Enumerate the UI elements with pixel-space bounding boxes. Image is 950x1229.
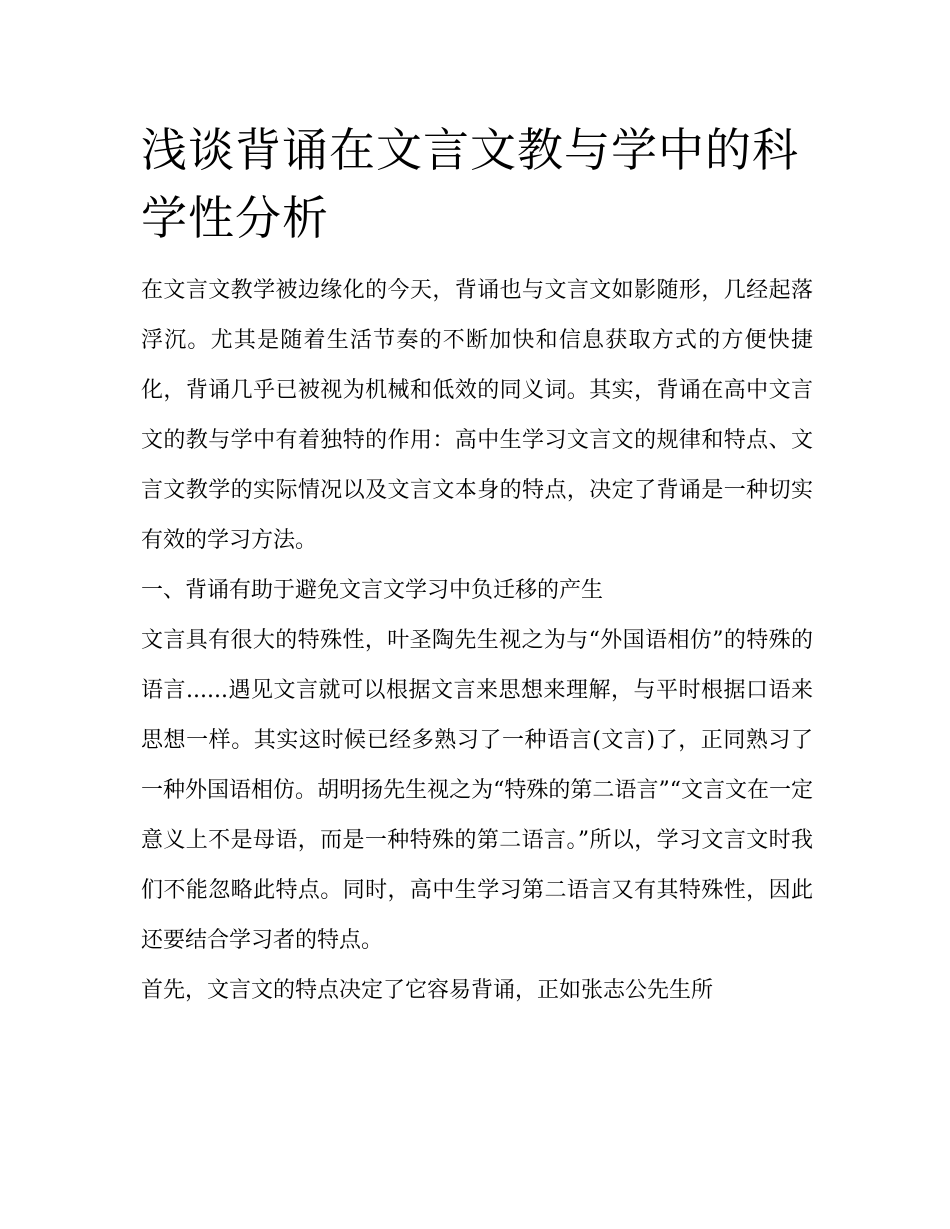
- document-title: 浅谈背诵在文言文教与学中的科学性分析: [141, 123, 799, 245]
- body-paragraph: 文言具有很大的特殊性，叶圣陶先生视之为与“外国语相仿”的特殊的语言......遇见文言就可以根据文言来思想来理解，与平时根据口语来思想一样。其实这时候已经多熟习了一种语言(文言)了，正同熟习了一种外国语相仿。胡明扬先生视之为“特殊的第二语言”“文言文在一定意义上不是母语，而是一种特殊的第二语言。”所以，学习文言文时我们不能忽略此特点。同时，高中生学习第二语言又有其特殊性，因此还要结合学习者的特点。: [141, 628, 813, 953]
- document-page: [141, 116, 813, 1016]
- intro-paragraph: 在文言文教学被边缘化的今天，背诵也与文言文如影随形，几经起落浮沉。尤其是随着生活节奏的不断加快和信息获取方式的方便快捷化，背诵几乎已被视为机械和低效的同义词。其实，背诵在高中文言文的教与学中有着独特的作用：高中生学习文言文的规律和特点、文言文教学的实际情况以及文言文本身的特点，决定了背诵是一种切实有效的学习方法。: [141, 278, 813, 553]
- section-heading: 一、背诵有助于避免文言文学习中负迁移的产生: [141, 578, 604, 603]
- body-paragraph-truncated: 首先，文言文的特点决定了它容易背诵，正如张志公先生所: [141, 978, 714, 1003]
